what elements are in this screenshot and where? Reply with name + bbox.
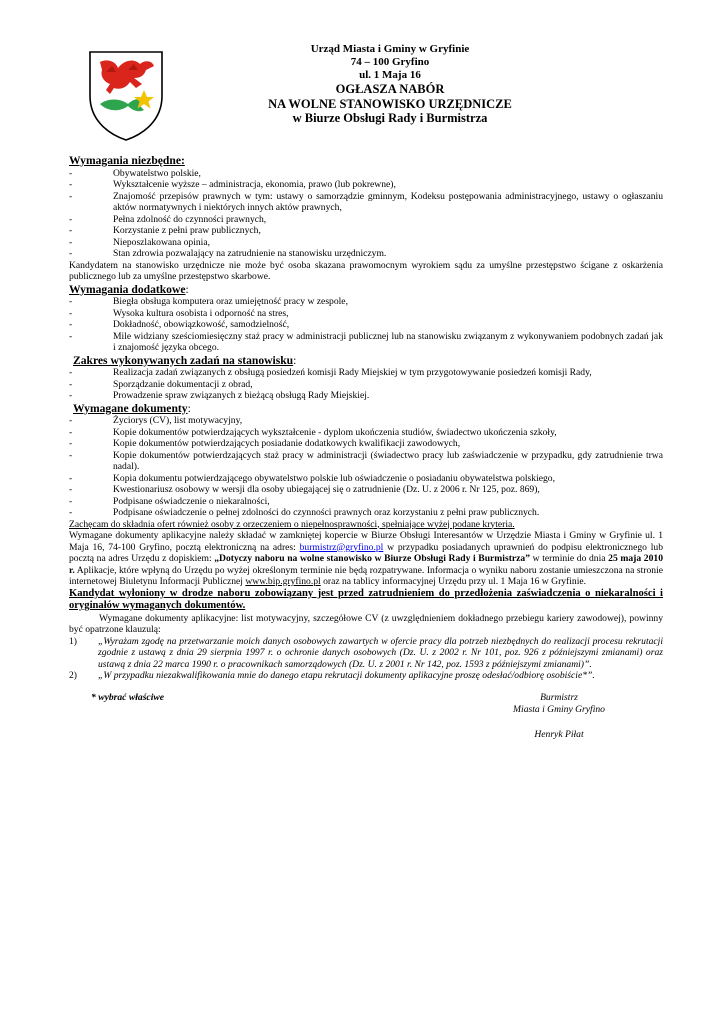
list-item: - Kopie dokumentów potwierdzających wykształcenie - dyplom ukończenia studiów, świadectwo ukończenia szkoły,: [69, 427, 663, 439]
title-line-1: OGŁASZA NABÓR: [335, 82, 445, 96]
list-item: - Stan zdrowia pozwalający na zatrudnienie na stanowisku urzędniczym.: [69, 248, 663, 260]
list-item: - Podpisane oświadczenie o niekaralności,: [69, 496, 663, 508]
bip-link[interactable]: www.bip.gryfino.pl: [245, 576, 321, 587]
signature-office: Miasta i Gminy Gryfino: [513, 704, 605, 715]
email-link[interactable]: burmistrz@gryfino.pl: [299, 541, 384, 553]
envelope-tag: „Dotyczy naboru na wolne stanowisko w Biurze Obsługi Rady i Burmistrza”: [214, 553, 530, 564]
footnote: * wybrać właściwe: [91, 691, 165, 703]
encouragement-note: Zachęcam do składnia ofert również osoby z orzeczeniem o niepełnosprawności, spełniające wyżej podane kryteria.: [69, 518, 515, 530]
list-item: - Kopie dokumentów potwierdzających posiadanie dodatkowych kwalifikacji zawodowych,: [69, 438, 663, 450]
submission-paragraph: Wymagane dokumenty aplikacyjne należy składać w zamkniętej kopercie w Biurze Obsługi Interesantów w Urzędzie Miasta i Gminy w Gryfinie ul. 1 Maja 16, 74-100 Gryfino, pocztą elektroniczną na adres: burmistrz@gryfino.pl w przypadku posiadanych uprawnień do podpisu elektronicznego lub pocztą na adres Urzędu z dopiskiem: „Dotyczy naboru na wolne stanowisko w Biurze Obsługi Rady i Burmistrza” w terminie do dnia 25 maja 2010 r. Aplikacje, które wpłyną do Urzędu po wyżej określonym terminie nie będą rozpatrywane. Informacja o wyniku naboru zostanie umieszczona na stronie internetowej Biuletynu Informacji Publicznej www.bip.gryfino.pl oraz na tablicy informacyjnej Urzędu przy ul. 1 Maja 16 w Gryfinie.: [69, 530, 664, 587]
title-line-3: w Biurze Obsługi Rady i Burmistrza: [292, 111, 488, 125]
office-name: Urząd Miasta i Gminy w Gryfinie: [310, 43, 470, 55]
list-item: - Podpisane oświadczenie o pełnej zdolności do czynności prawnych oraz korzystaniu z pełni praw publicznych.: [69, 507, 663, 519]
signature-title: Burmistrz: [540, 691, 578, 703]
additional-list: [69, 296, 663, 354]
list-item: - Pełna zdolność do czynności prawnych,: [69, 214, 663, 226]
required-note: Kandydatem na stanowisko urzędnicze nie może być osoba skazana prawomocnym wyrokiem sądu za umyślne przestępstwo ścigane z oskarżenia publicznego lub za umyślne przestępstwo skarbowe.: [69, 259, 663, 282]
tasks-list: [69, 367, 663, 402]
list-item: - Znajomość przepisów prawnych w tym: ustawy o samorządzie gminnym, Kodeksu postępowania administracyjnego, ustawy o ogłaszaniu aktów normatywnych i niektórych innych aktów prawnych,: [69, 191, 663, 214]
office-postal: 74 – 100 Gryfino: [350, 56, 430, 68]
deadline-date: 25 maja 2010 r.: [69, 553, 663, 576]
candidate-notice: Kandydat wyłoniony w drodze naboru zobowiązany jest przed zatrudnieniem do przedłożenia zaświadczenia o niekaralności i oryginałów wymaganych dokumentów.: [69, 587, 663, 611]
list-item: - Wysoka kultura osobista i odporność na stres,: [69, 308, 663, 320]
announcement-body: [69, 154, 663, 754]
required-list: [69, 168, 663, 260]
clause-item: 1) „Wyrażam zgodę na przetwarzanie moich danych osobowych zawartych w ofercie pracy dla potrzeb niezbędnych do realizacji procesu rekrutacji zgodnie z ustawą z dnia 29 sierpnia 1997 r. o ochronie danych osobowych (Dz. U. z 2002 r. Nr 101, poz. 926 z późniejszymi zmianami) oraz ustawą z dnia 22 marca 1990 r. o pracownikach samorządowych (Dz. U. z 2001 r. Nr 142, poz. 1593 z późniejszymi zmianami)”.: [69, 635, 663, 670]
list-item: - Realizacja zadań związanych z obsługą posiedzeń komisji Rady Miejskiej w tym przygotowywanie posiedzeń komisji Rady,: [69, 367, 663, 379]
signature-row: [69, 692, 663, 754]
list-item: - Nieposzlakowana opinia,: [69, 237, 663, 249]
section-heading-additional: Wymagania dodatkowe:: [69, 282, 189, 296]
office-street: ul. 1 Maja 16: [359, 69, 421, 81]
list-item: - Kopie dokumentów potwierdzających staż pracy w administracji (świadectwo pracy lub zaświadczenie w przypadku, gdy zatrudnienie trwa nadal).: [69, 450, 663, 473]
list-item: - Biegła obsługa komputera oraz umiejętność pracy w zespole,: [69, 296, 663, 308]
section-heading-tasks: Zakres wykonywanych zadań na stanowisku:: [73, 353, 297, 367]
title-line-2: NA WOLNE STANOWISKO URZĘDNICZE: [268, 96, 512, 111]
announcement-header: [180, 43, 600, 126]
documents-list: [69, 415, 663, 519]
list-item: - Korzystanie z pełni praw publicznych,: [69, 225, 663, 237]
section-heading-required: Wymagania niezbędne:: [69, 154, 185, 167]
section-heading-documents: Wymagane dokumenty:: [73, 401, 191, 415]
list-item: - Wykształcenie wyższe – administracja, ekonomia, prawo (lub pokrewne),: [69, 179, 663, 191]
list-item: - Prowadzenie spraw związanych z bieżącą obsługą Rady Miejskiej.: [69, 390, 663, 402]
signature-name: Henryk Piłat: [534, 728, 584, 740]
clause-item: 2) „W przypadku niezakwalifikowania mnie do danego etapu rekrutacji dokumenty aplikacyjne proszę odesłać/odbiorę osobiście*”.: [69, 670, 595, 681]
list-item: - Życiorys (CV), list motywacyjny,: [69, 415, 663, 427]
list-item: - Kopia dokumentu potwierdzającego obywatelstwo polskie lub oświadczenie o posiadaniu obywatelstwa polskiego,: [69, 473, 663, 485]
list-item: - Dokładność, obowiązkowość, samodzielność,: [69, 319, 663, 331]
list-item: - Mile widziany sześciomiesięczny staż pracy w administracji publicznej lub na stanowisku związanym z wykonywaniem podobnych zadań jak i znajomość języka obcego.: [69, 331, 663, 354]
gryfino-coat-of-arms-icon: [86, 48, 166, 142]
signature-block: [469, 692, 649, 742]
clauses-intro: Wymagane dokumenty aplikacyjne: list motywacyjny, szczegółowe CV (z uwzględnieniem dokładnego przebiegu kariery zawodowej), powinny być opatrzone klauzulą:: [69, 612, 663, 635]
list-item: - Sporządzanie dokumentacji z obrad,: [69, 379, 663, 391]
list-item: - Kwestionariusz osobowy w wersji dla osoby ubiegającej się o zatrudnienie (Dz. U. z 2006 r. Nr 125, poz. 869),: [69, 484, 663, 496]
list-item: - Obywatelstwo polskie,: [69, 168, 663, 180]
